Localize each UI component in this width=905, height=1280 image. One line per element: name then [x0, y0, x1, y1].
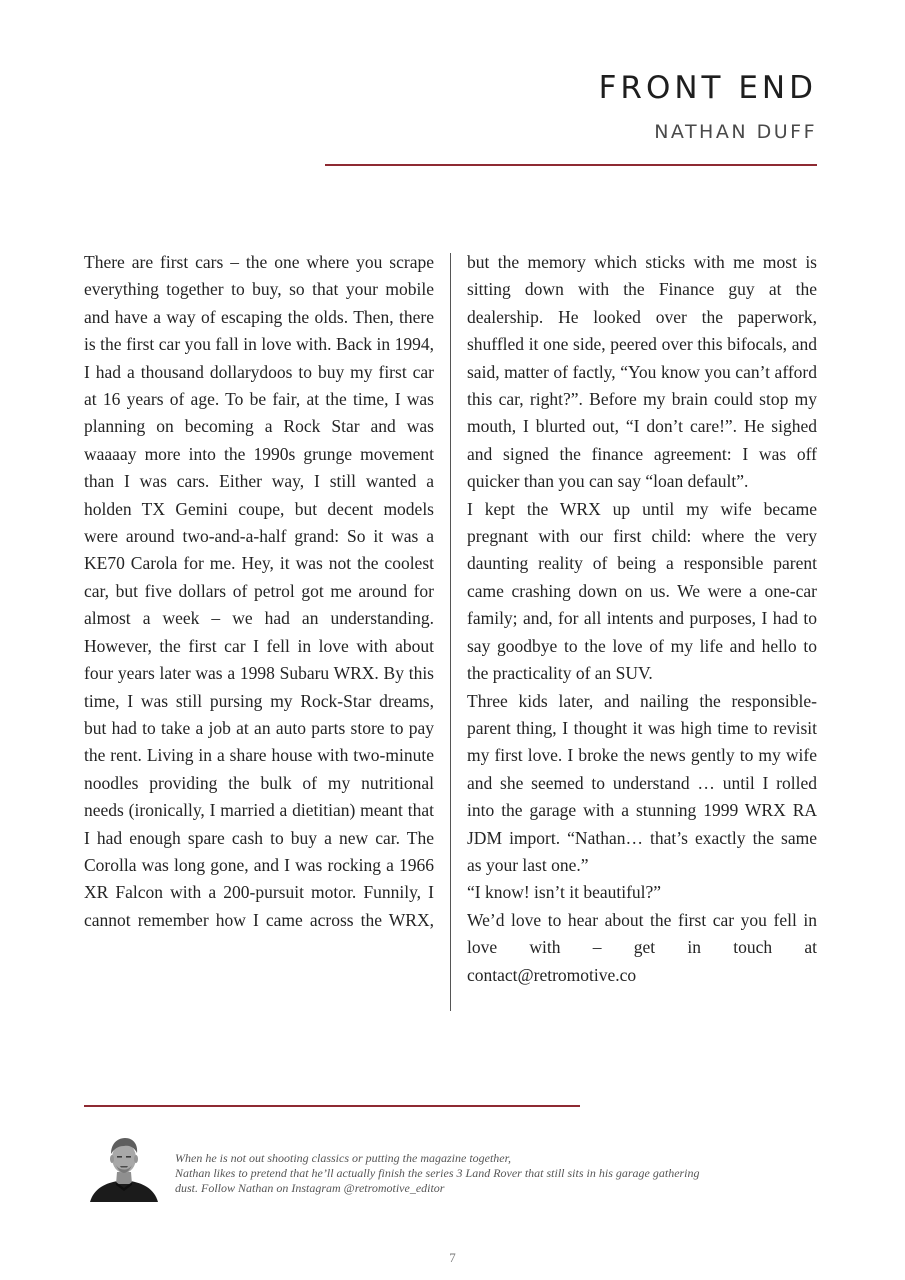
article-header [599, 68, 817, 144]
author-bio-line: Nathan likes to pretend that he’ll actually finish the series 3 Land Rover that still sits in his garage gathering [175, 1166, 700, 1180]
footer-divider [84, 1105, 580, 1107]
section-title: FRONT END [598, 70, 817, 106]
paragraph: However, the first car I fell in love with about four years later was a 1998 Subaru WRX. By this time, I was still pursing my Rock-Star dreams, but had to take a job at an auto parts store to pay the rent. Living in a share house with two-minute noodles providing the bulk of my nutritional needs (ironically, I married a dietitian) meant that I had enough spare cash to buy a new car. The Corolla was long gone, and I was rocking a 1966 XR Falcon with a 200-pursuit motor. Funnily, I cannot remember how I came across the WRX, [84, 635, 434, 930]
paragraph: but the memory which sticks with me most is sitting down with the Finance guy at the dealership. He looked over the paperwork, shuffled it one side, peered over this bifocals, and said, matter of factly, “You know you can’t afford this car, right?”. Before my brain could stop my mouth, I blurted out, “I don’t care!”. He sighed and signed the finance agreement: I was off quicker than you can say “loan default”. [467, 252, 817, 492]
author-photo [88, 1134, 160, 1202]
author-name: NATHAN DUFF [654, 121, 817, 143]
header-divider [325, 164, 817, 166]
article-column-left [84, 249, 434, 934]
paragraph: “I know! isn’t it beautiful?” [467, 882, 662, 903]
author-bio [175, 1151, 745, 1196]
paragraph: We’d love to hear about the first car you fell in love with – get in touch at contact@retromotive.co [467, 909, 817, 985]
paragraph: Three kids later, and nailing the responsible-parent thing, I thought it was high time to revisit my first love. I broke the news gently to my wife and she seemed to understand … until I rolled into the garage with a stunning 1999 WRX RA JDM import. “Nathan… that’s exactly the same as your last one.” [467, 690, 817, 875]
paragraph: I kept the WRX up until my wife became pregnant with our first child: where the very daunting reality of being a responsible parent came crashing down on us. We were a one-car family; and, for all intents and purposes, I had to say goodbye to the love of my life and hello to the practicality of an SUV. [467, 498, 817, 684]
column-divider [450, 253, 451, 1011]
page-number: 7 [449, 1250, 456, 1265]
article-column-right [467, 249, 817, 989]
paragraph: There are first cars – the one where you scrape everything together to buy, so that your mobile and have a way of escaping the olds. Then, there is the first car you fall in love with. Back in 1994, I had a thousand dollarydoos to buy my first car at 16 years of age. To be fair, at the time, I was planning on becoming a Rock Star and was waaaay more into the 1990s grunge movement than I was cars. Either way, I still wanted a holden TX Gemini coupe, but decent models were around two-and-a-half grand: So it was a KE70 Carola for me. Hey, it was not the coolest car, but five dollars of petrol got me around for almost a week – we had an understanding. [84, 252, 434, 629]
author-bio-line: When he is not out shooting classics or putting the magazine together, [175, 1151, 511, 1165]
author-bio-line: dust. Follow Nathan on Instagram @retromotive_editor [175, 1181, 445, 1195]
